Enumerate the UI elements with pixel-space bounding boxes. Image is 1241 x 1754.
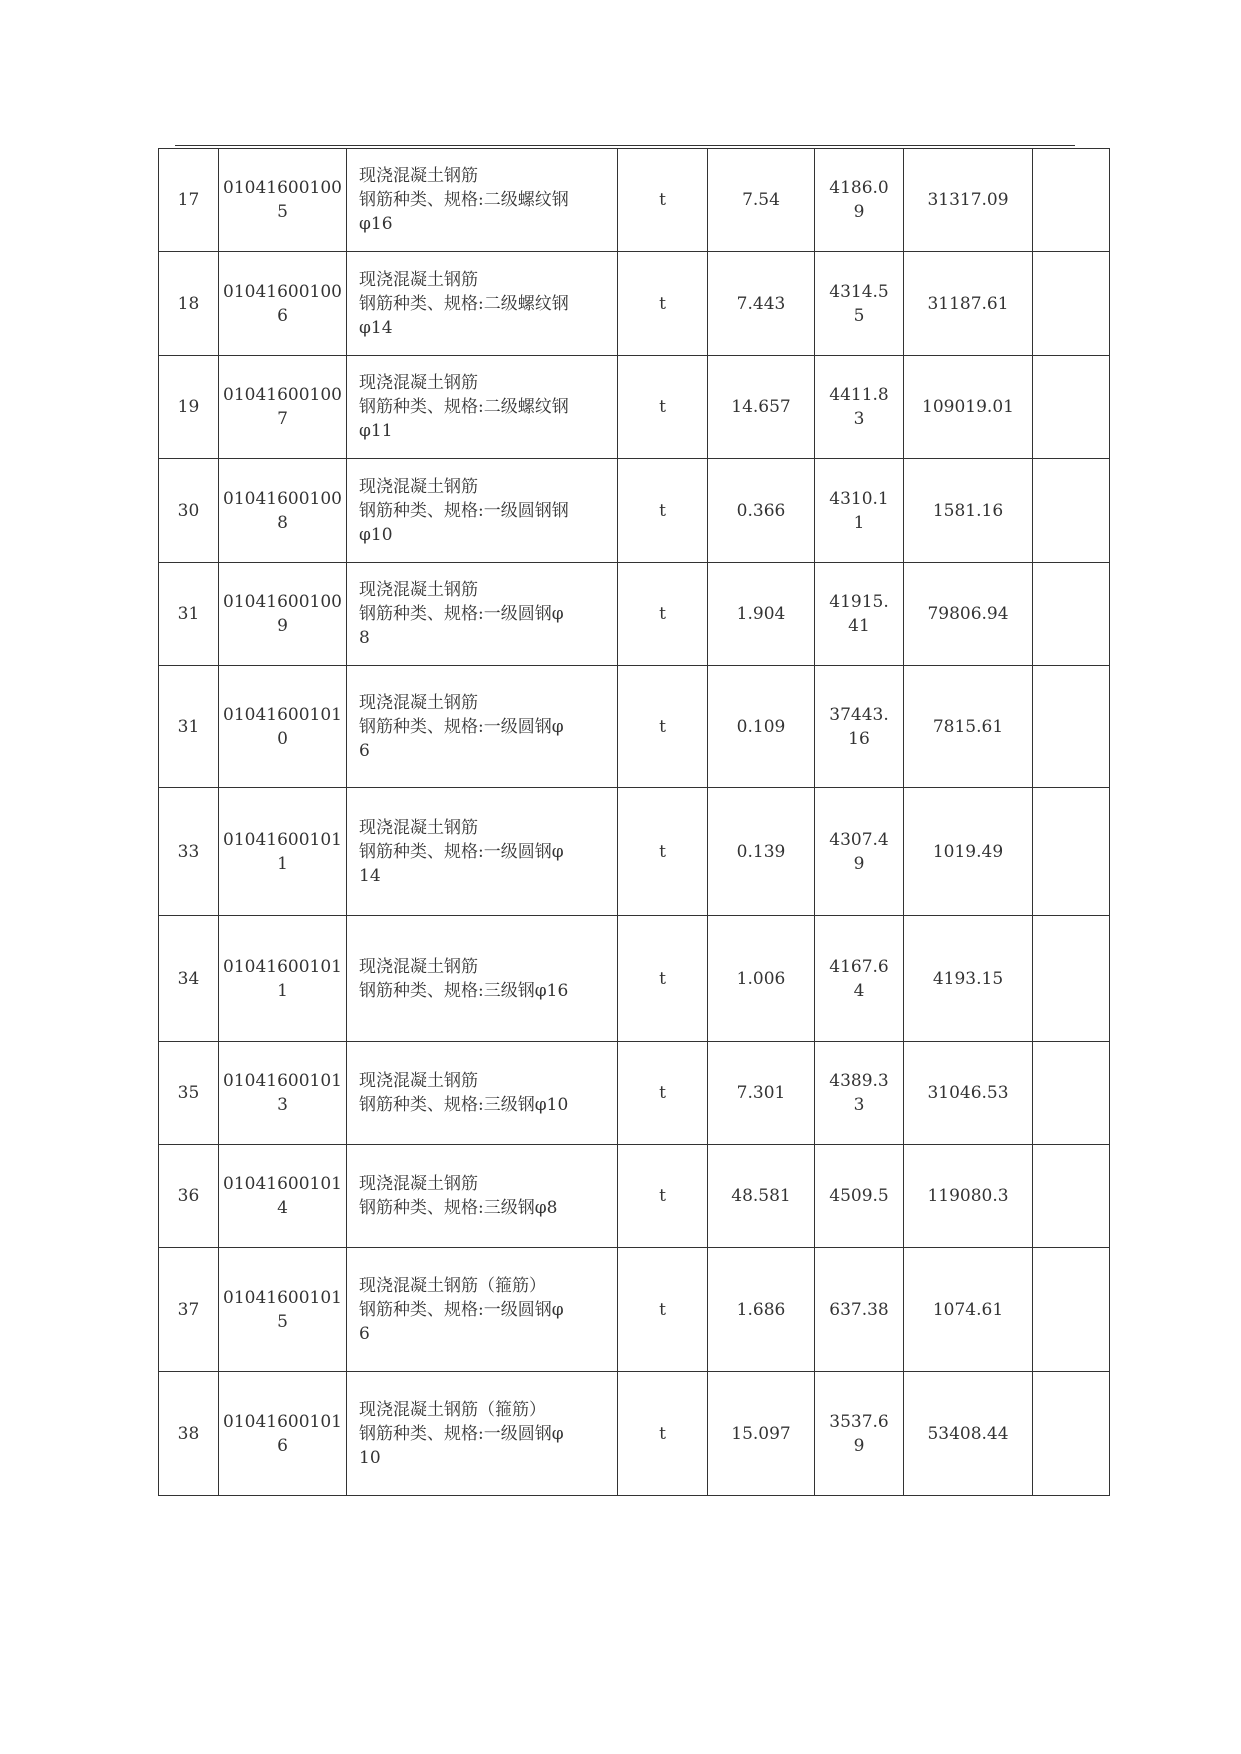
item-code-line: 01041600101 [223,1071,342,1091]
item-description-line: 现浇混凝土钢筋 [359,817,478,838]
amount-cell: 1074.61 [904,1248,1033,1372]
quantity-cell: 0.366 [708,459,815,563]
item-code-line: 0 [277,728,288,749]
item-description-cell [347,666,618,788]
item-code-line: 01041600101 [223,956,342,977]
item-code-line: 1 [277,853,288,874]
unit-price-line: 37443. [829,704,889,725]
item-description-line: 钢筋种类、规格:一级圆钢φ [359,604,564,624]
unit-price-line: 4186.0 [829,178,889,198]
item-description-cell [347,563,618,666]
item-code-cell [219,356,347,459]
table-row [159,1145,1110,1248]
item-code-cell [219,563,347,666]
table-row [159,149,1110,252]
item-description-line: 14 [359,865,381,886]
unit-price-line: 1 [853,512,865,533]
item-description-cell [347,252,618,356]
item-code-cell [219,1145,347,1248]
item-description-cell [347,1248,618,1372]
quantity-cell: 0.109 [708,666,815,788]
row-number-cell: 38 [159,1372,219,1496]
unit-cell: t [618,149,708,252]
row-number-cell: 35 [159,1042,219,1145]
item-code-cell [219,1248,347,1372]
amount-cell: 4193.15 [904,916,1033,1042]
remarks-cell [1033,1145,1110,1248]
item-code-cell [219,149,347,252]
item-code-cell [219,788,347,916]
unit-price-line: 4389.3 [829,1071,889,1091]
unit-cell: t [618,1372,708,1496]
remarks-cell [1033,563,1110,666]
item-description-cell [347,356,618,459]
item-description-line: 8 [359,628,370,648]
row-number-cell: 30 [159,459,219,563]
item-description-line: 现浇混凝土钢筋 [359,692,478,713]
item-description-line: 现浇混凝土钢筋 [359,166,478,186]
remarks-cell [1033,459,1110,563]
unit-price-cell [815,916,904,1042]
amount-cell: 1581.16 [904,459,1033,563]
item-description-line: 钢筋种类、规格:一级圆钢φ [359,841,564,862]
item-description-line: φ10 [359,524,393,545]
header-rule [175,145,1075,146]
unit-price-line: 637.38 [829,1299,889,1320]
amount-cell: 79806.94 [904,563,1033,666]
item-description-cell [347,788,618,916]
row-number-cell: 31 [159,666,219,788]
item-code-line: 01041600100 [223,592,342,612]
amount-cell: 53408.44 [904,1372,1033,1496]
item-description-line: 现浇混凝土钢筋 [359,580,478,600]
item-code-cell [219,1372,347,1496]
item-description-line: 钢筋种类、规格:二级螺纹钢 [359,293,569,314]
unit-price-line: 4167.6 [829,956,889,977]
item-code-cell [219,459,347,563]
unit-price-cell [815,788,904,916]
row-number-cell: 31 [159,563,219,666]
item-description-line: 钢筋种类、规格:一级圆钢φ [359,1423,564,1444]
item-code-line: 3 [277,1095,288,1115]
quantity-cell: 7.54 [708,149,815,252]
table-row [159,788,1110,916]
unit-cell: t [618,459,708,563]
item-code-line: 01041600100 [223,488,342,509]
unit-price-line: 3537.6 [829,1411,889,1432]
remarks-cell [1033,1372,1110,1496]
unit-cell: t [618,1042,708,1145]
quantity-cell: 0.139 [708,788,815,916]
table-row [159,666,1110,788]
bill-of-quantities-table [158,148,1110,1496]
unit-price-line: 9 [853,853,865,874]
table-row [159,1372,1110,1496]
unit-cell: t [618,356,708,459]
item-code-line: 01041600101 [223,1411,342,1432]
amount-cell: 31046.53 [904,1042,1033,1145]
quantity-cell: 1.006 [708,916,815,1042]
remarks-cell [1033,666,1110,788]
item-description-line: 钢筋种类、规格:三级钢φ16 [359,980,569,1001]
unit-price-line: 9 [853,1435,865,1456]
item-code-line: 01041600100 [223,281,342,302]
unit-price-line: 9 [853,202,865,222]
item-description-line: 钢筋种类、规格:二级螺纹钢 [359,190,569,210]
table-row [159,916,1110,1042]
item-code-line: 01041600101 [223,1174,342,1194]
quantity-cell: 7.301 [708,1042,815,1145]
unit-price-line: 4307.4 [829,829,889,850]
item-code-cell [219,1042,347,1145]
quantity-cell: 15.097 [708,1372,815,1496]
row-number-cell: 36 [159,1145,219,1248]
amount-cell: 7815.61 [904,666,1033,788]
item-description-line: 10 [359,1447,381,1468]
amount-cell: 1019.49 [904,788,1033,916]
table-row [159,252,1110,356]
unit-price-cell [815,1248,904,1372]
item-code-line: 4 [277,1198,288,1218]
unit-price-line: 3 [853,409,865,429]
item-description-line: 钢筋种类、规格:一级圆钢钢 [359,500,569,521]
remarks-cell [1033,149,1110,252]
item-description-line: φ11 [359,421,393,441]
row-number-cell: 19 [159,356,219,459]
table-body [159,149,1110,1496]
item-description-cell [347,1042,618,1145]
table-row [159,563,1110,666]
remarks-cell [1033,252,1110,356]
amount-cell: 119080.3 [904,1145,1033,1248]
item-description-line: 现浇混凝土钢筋（箍筋） [359,1275,546,1296]
row-number-cell: 33 [159,788,219,916]
amount-cell: 31187.61 [904,252,1033,356]
item-code-line: 5 [277,202,288,222]
remarks-cell [1033,916,1110,1042]
item-description-line: 现浇混凝土钢筋 [359,269,478,290]
item-code-cell [219,252,347,356]
row-number-cell: 34 [159,916,219,1042]
unit-cell: t [618,1248,708,1372]
unit-price-line: 41 [848,616,870,636]
item-code-line: 01041600101 [223,1287,342,1308]
item-description-cell [347,459,618,563]
item-code-line: 01041600100 [223,385,342,405]
unit-price-line: 4 [853,980,865,1001]
unit-price-cell [815,1372,904,1496]
item-code-line: 9 [277,616,288,636]
item-description-line: 现浇混凝土钢筋（箍筋） [359,1399,546,1420]
remarks-cell [1033,1248,1110,1372]
item-description-line: 现浇混凝土钢筋 [359,956,478,977]
row-number-cell: 37 [159,1248,219,1372]
unit-price-cell [815,459,904,563]
unit-cell: t [618,563,708,666]
unit-price-cell [815,1042,904,1145]
unit-price-line: 16 [848,728,870,749]
unit-cell: t [618,252,708,356]
item-description-line: 钢筋种类、规格:三级钢φ10 [359,1095,569,1115]
table-row [159,1248,1110,1372]
item-code-line: 8 [277,512,288,533]
item-description-cell [347,149,618,252]
quantity-cell: 48.581 [708,1145,815,1248]
item-description-line: 钢筋种类、规格:二级螺纹钢 [359,397,569,417]
item-description-cell [347,1145,618,1248]
item-description-line: 6 [359,740,370,761]
unit-price-cell [815,149,904,252]
item-code-line: 6 [277,1435,288,1456]
item-description-line: 现浇混凝土钢筋 [359,1174,478,1194]
item-code-cell [219,666,347,788]
amount-cell: 109019.01 [904,356,1033,459]
unit-price-line: 4314.5 [829,281,889,302]
unit-price-line: 4509.5 [829,1186,889,1206]
unit-cell: t [618,916,708,1042]
row-number-cell: 17 [159,149,219,252]
item-description-line: φ14 [359,317,393,338]
unit-price-line: 41915. [829,592,889,612]
item-code-line: 01041600100 [223,178,342,198]
item-code-line: 1 [277,980,288,1001]
unit-price-cell [815,666,904,788]
item-description-line: 钢筋种类、规格:一级圆钢φ [359,1299,564,1320]
unit-price-line: 5 [853,305,865,326]
unit-price-cell [815,563,904,666]
remarks-cell [1033,356,1110,459]
remarks-cell [1033,1042,1110,1145]
unit-cell: t [618,1145,708,1248]
item-description-cell [347,1372,618,1496]
table-row [159,356,1110,459]
item-description-cell [347,916,618,1042]
unit-price-line: 4310.1 [829,488,889,509]
table-row [159,459,1110,563]
item-description-line: 现浇混凝土钢筋 [359,476,478,497]
unit-price-cell [815,1145,904,1248]
item-code-line: 01041600101 [223,829,342,850]
item-code-cell [219,916,347,1042]
row-number-cell: 18 [159,252,219,356]
item-code-line: 01041600101 [223,704,342,725]
unit-price-line: 3 [853,1095,865,1115]
item-description-line: 现浇混凝土钢筋 [359,373,478,393]
item-description-line: φ16 [359,214,393,234]
unit-price-line: 4411.8 [829,385,889,405]
unit-cell: t [618,788,708,916]
quantity-cell: 1.686 [708,1248,815,1372]
item-code-line: 6 [277,305,288,326]
item-description-line: 现浇混凝土钢筋 [359,1071,478,1091]
item-description-line: 6 [359,1323,370,1344]
quantity-cell: 7.443 [708,252,815,356]
quantity-cell: 1.904 [708,563,815,666]
unit-price-cell [815,356,904,459]
item-code-line: 5 [277,1311,288,1332]
quantity-cell: 14.657 [708,356,815,459]
unit-price-cell [815,252,904,356]
unit-cell: t [618,666,708,788]
table-row [159,1042,1110,1145]
amount-cell: 31317.09 [904,149,1033,252]
item-code-line: 7 [277,409,288,429]
item-description-line: 钢筋种类、规格:一级圆钢φ [359,716,564,737]
remarks-cell [1033,788,1110,916]
item-description-line: 钢筋种类、规格:三级钢φ8 [359,1198,558,1218]
